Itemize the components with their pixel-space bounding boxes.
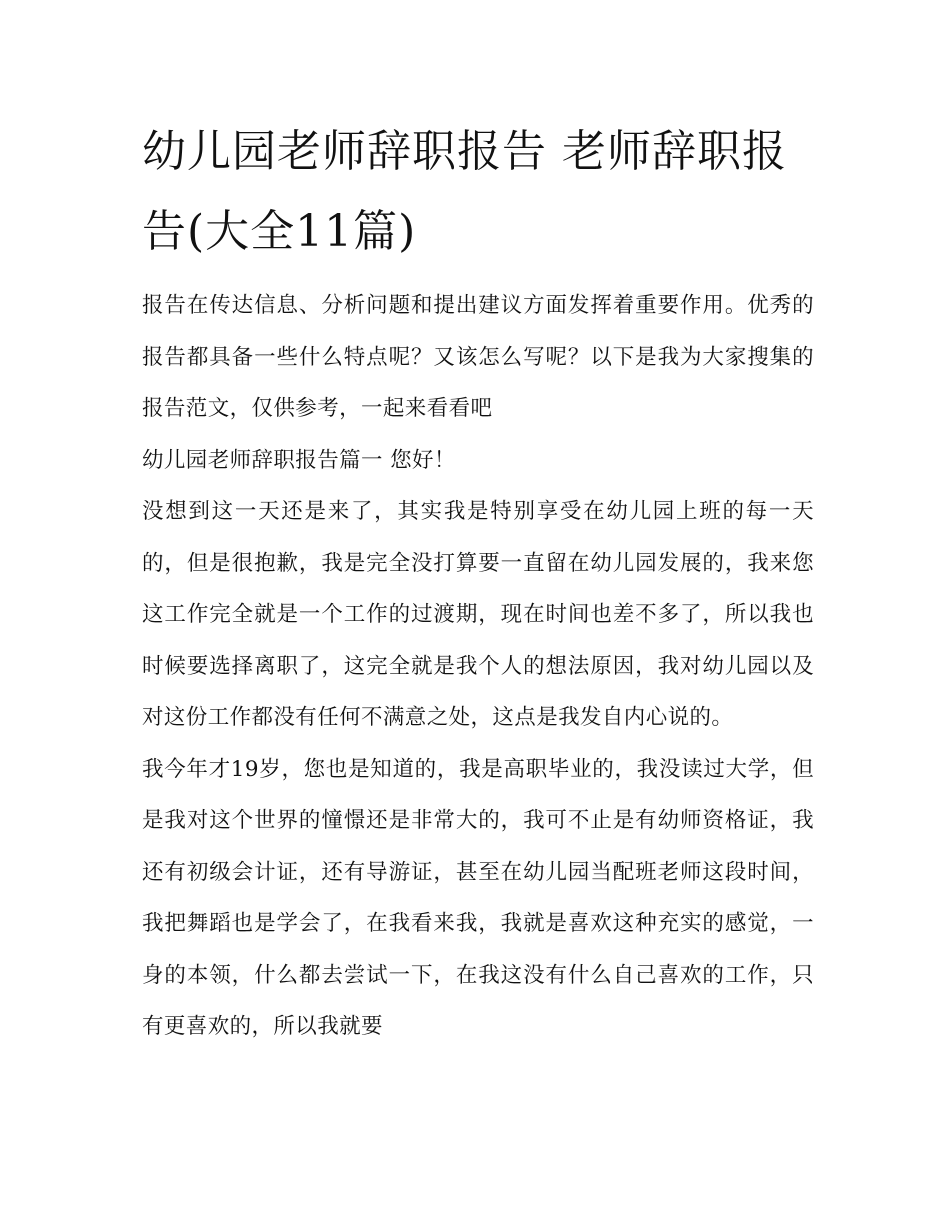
intro-paragraph: 报告在传达信息、分析问题和提出建议方面发挥着重要作用。优秀的报告都具备一些什么特点呢？又该怎么写呢？以下是我为大家搜集的报告范文，仅供参考，一起来看看吧 <box>142 293 814 421</box>
document-page <box>142 112 814 1053</box>
body-paragraph-1: 没想到这一天还是来了，其实我是特别享受在幼儿园上班的每一天的，但是很抱歉，我是完全没打算要一直留在幼儿园发展的，我来您这工作完全就是一个工作的过渡期，现在时间也差不多了，所以我也时候要选择离职了，这完全就是我个人的想法原因，我对幼儿园以及对这份工作都没有任何不满意之处，这点是我发自内心说的。 <box>142 499 814 730</box>
document-title: 幼儿园老师辞职报告 老师辞职报告(大全11篇) <box>142 126 787 257</box>
body-paragraph-2: 我今年才19岁，您也是知道的，我是高职毕业的，我没读过大学，但是我对这个世界的憧憬还是非常大的，我可不止是有幼师资格证，我还有初级会计证，还有导游证，甚至在幼儿园当配班老师这段时间，我把舞蹈也是学会了，在我看来我，我就是喜欢这种充实的感觉，一身的本领，什么都去尝试一下，在我这没有什么自己喜欢的工作，只有更喜欢的，所以我就要 <box>142 756 814 1039</box>
section-heading-paragraph: 幼儿园老师辞职报告篇一 您好！ <box>142 447 456 473</box>
